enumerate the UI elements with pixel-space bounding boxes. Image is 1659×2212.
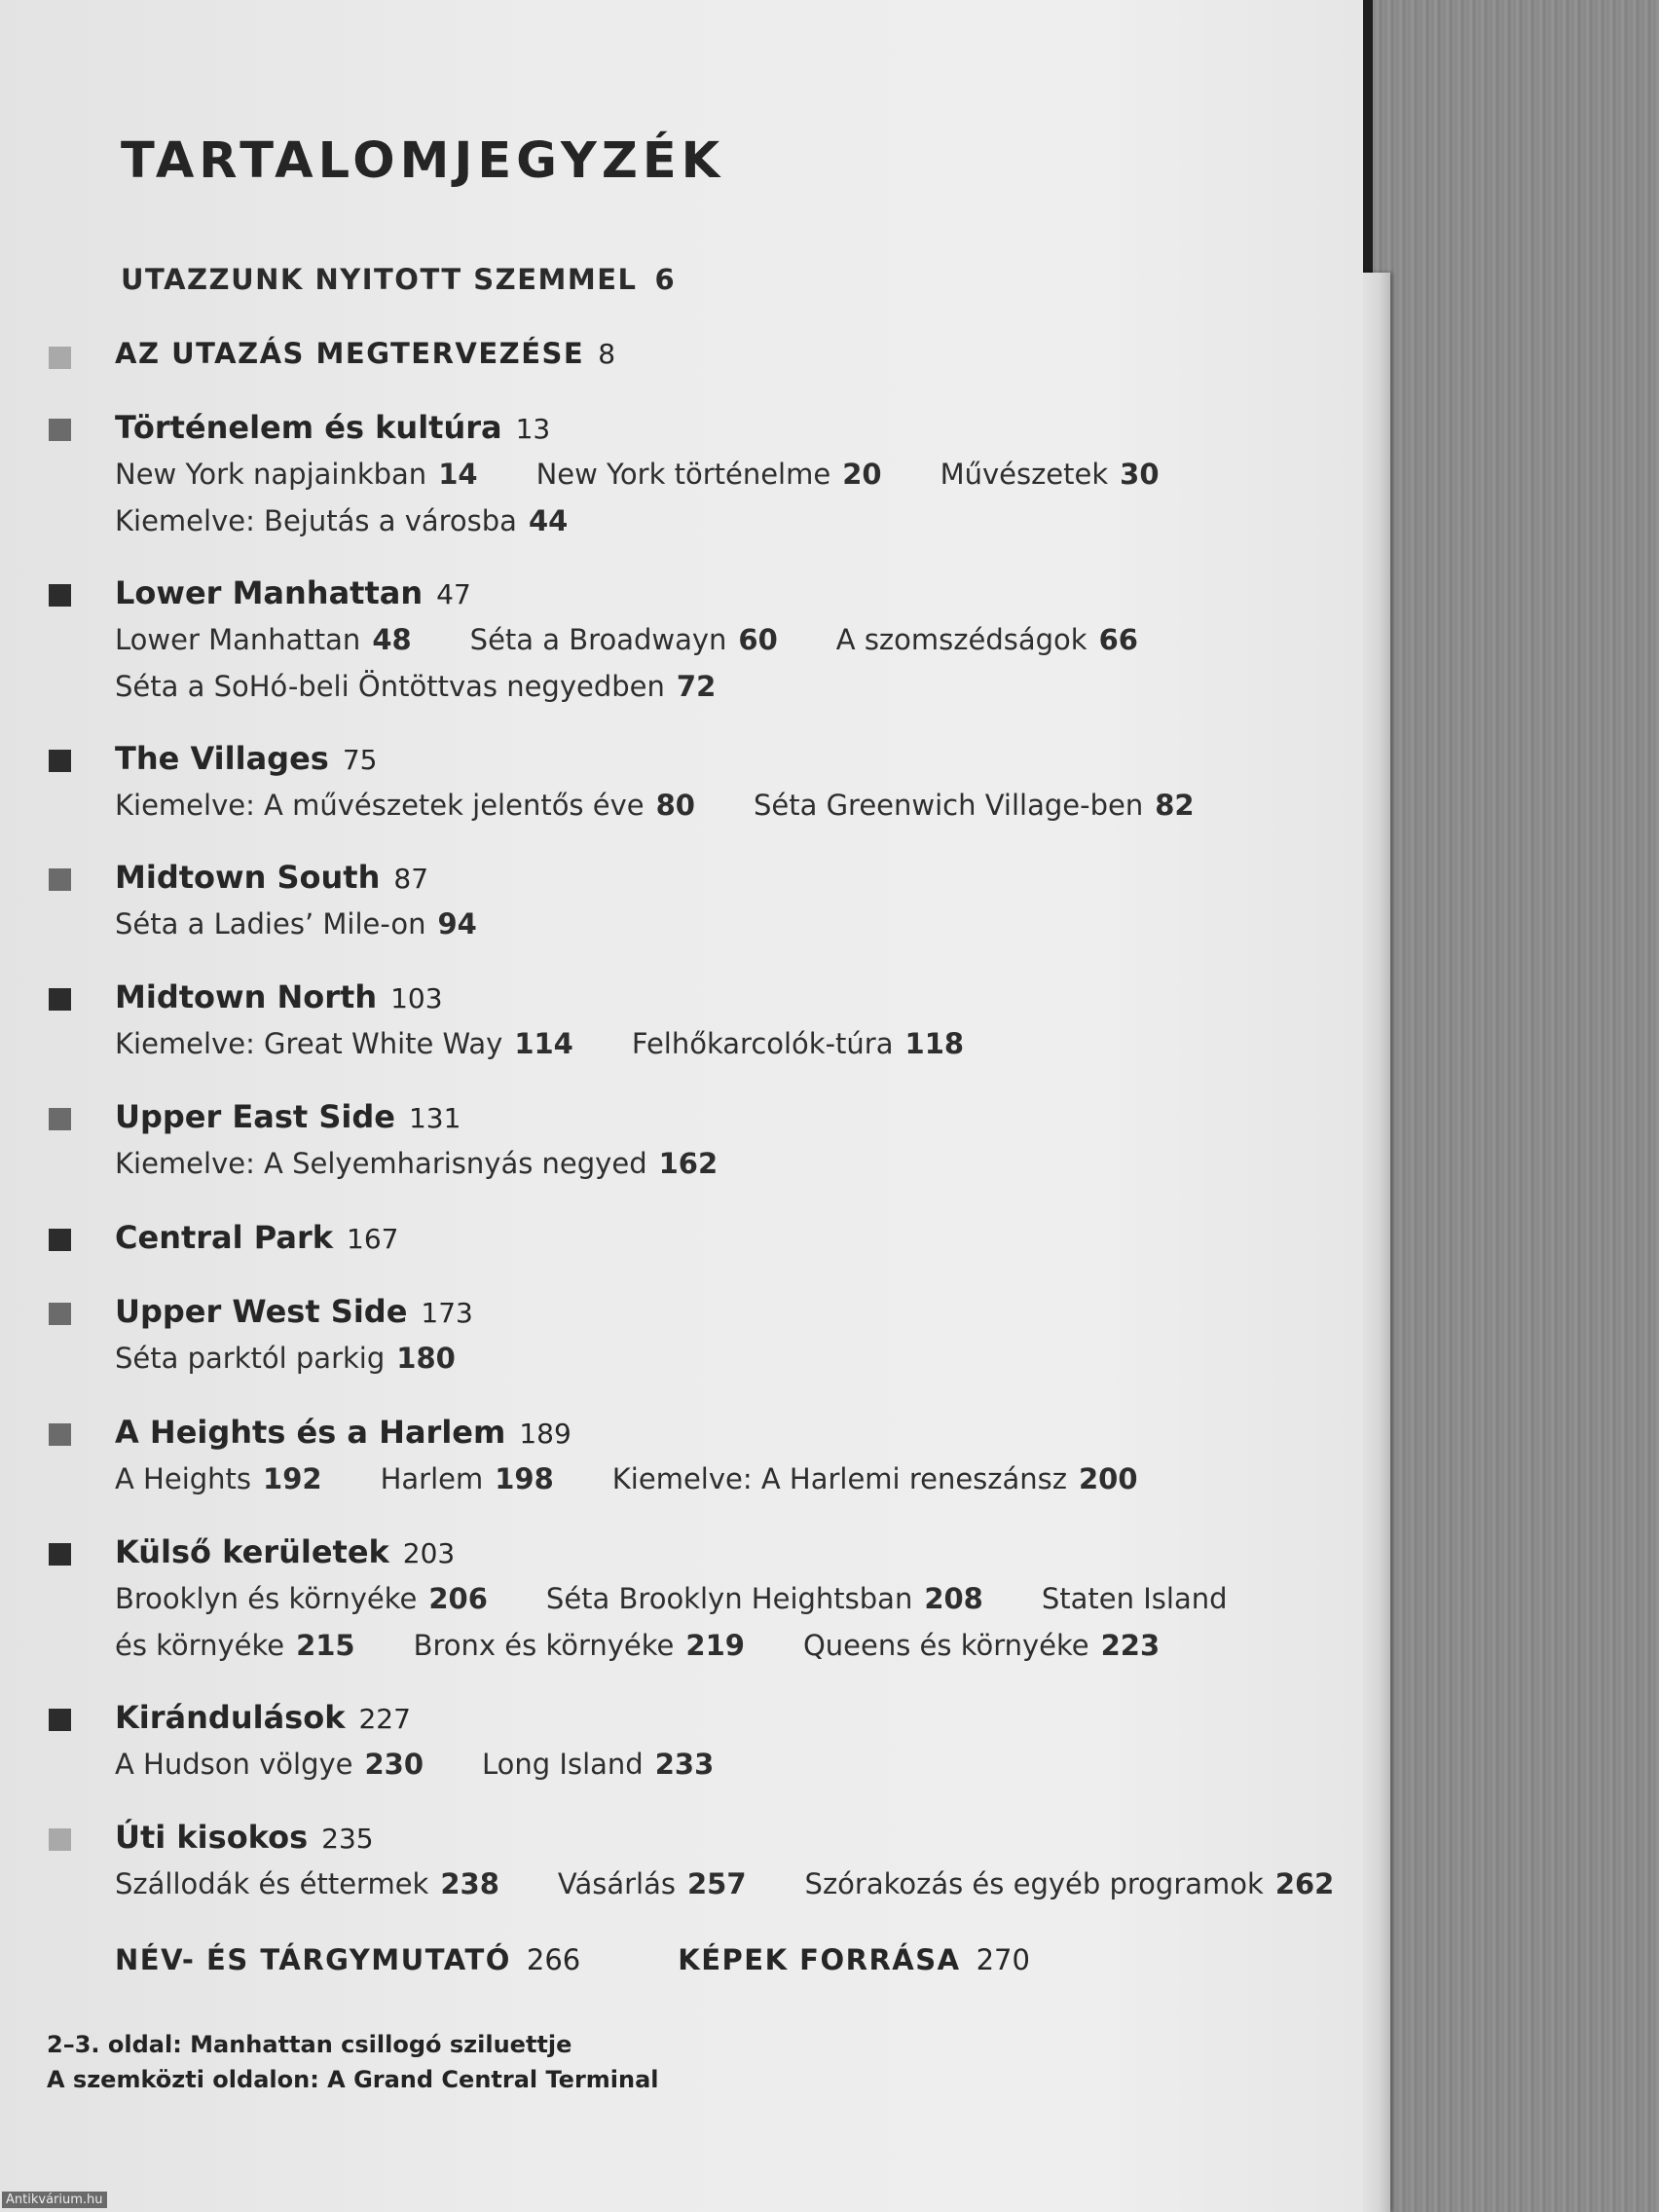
section-page-number: 189: [519, 1418, 571, 1450]
caption-line-1: 2–3. oldal: Manhattan csillogó sziluettje: [47, 2031, 572, 2058]
subentry-title: New York történelme: [535, 458, 831, 491]
section-title: Midtown South: [115, 859, 381, 896]
subentry-page-number: 114: [514, 1027, 573, 1060]
subentry-title: Brooklyn és környéke: [115, 1582, 418, 1615]
section-heading: [115, 1293, 473, 1330]
subentry: [115, 907, 477, 940]
section-page-number: 227: [358, 1703, 411, 1735]
square-bullet-icon: [49, 347, 71, 369]
subentry-line: [115, 1462, 1197, 1495]
section-page-number: 167: [347, 1223, 399, 1255]
subentry: [381, 1462, 554, 1495]
section-page-number: 13: [515, 413, 551, 445]
square-bullet-icon: [49, 1828, 71, 1851]
subentry-title: Szállodák és éttermek: [115, 1867, 429, 1900]
section-title: Kirándulások: [115, 1699, 346, 1736]
subentry: [546, 1582, 983, 1615]
subentry-page-number: 20: [842, 458, 882, 491]
subentry-line: [115, 1027, 1022, 1060]
subentry-title: Séta parktól parkig: [115, 1342, 386, 1375]
subentry-page-number: 192: [263, 1462, 322, 1495]
square-bullet-icon: [49, 419, 71, 441]
section-title: Történelem és kultúra: [115, 409, 502, 446]
subentry-title: Bronx és környéke: [413, 1629, 675, 1662]
subentry: [115, 458, 478, 491]
page-title: TARTALOMJEGYZÉK: [121, 132, 725, 190]
subentry: [115, 1629, 355, 1662]
subentry: [1042, 1582, 1228, 1615]
section-heading: [115, 1219, 398, 1256]
subentry-page-number: 180: [396, 1342, 456, 1375]
subentry-line: [115, 907, 535, 940]
subentry-title: Kiemelve: A Selyemharisnyás negyed: [115, 1147, 647, 1180]
subentry-page-number: 60: [738, 623, 778, 656]
subentry: [115, 623, 412, 656]
index-page: 266: [526, 1943, 581, 1976]
subentry: [632, 1027, 964, 1060]
subentry-title: Lower Manhattan: [115, 623, 361, 656]
subentry: [754, 789, 1195, 822]
subentry-page-number: 162: [658, 1147, 719, 1180]
image-credits-page: 270: [976, 1943, 1030, 1976]
subentry-line: [115, 1867, 1392, 1900]
subentry-title: Long Island: [482, 1748, 644, 1781]
square-bullet-icon: [49, 988, 71, 1011]
subentry-page-number: 200: [1078, 1462, 1138, 1495]
index-entry: [115, 1943, 580, 1976]
subentry: [470, 623, 778, 656]
subentry-page-number: 30: [1120, 458, 1160, 491]
subentry-title: A szomszédságok: [835, 623, 1088, 656]
subentry-title: Séta Greenwich Village-ben: [753, 789, 1144, 822]
subentry-title: Séta a SoHó-beli Öntöttvas negyedben: [115, 670, 665, 703]
subentry: [115, 1867, 499, 1900]
subentry-page-number: 215: [296, 1629, 355, 1662]
image-credits-label: KÉPEK FORRÁSA: [678, 1943, 961, 1976]
subentry-page-number: 118: [904, 1027, 965, 1060]
subentry-title: Felhőkarcolók-túra: [631, 1027, 894, 1060]
square-bullet-icon: [49, 1303, 71, 1325]
subentry: [115, 1462, 322, 1495]
subentry-page-number: 198: [495, 1462, 554, 1495]
section-page-number: 75: [342, 744, 378, 776]
subentry-page-number: 72: [676, 670, 717, 703]
subentry-line: [115, 1342, 514, 1375]
section-page-number: 103: [390, 982, 443, 1014]
subentry-title: Kiemelve: A művészetek jelentős éve: [115, 789, 645, 822]
index-label: NÉV- ÉS TÁRGYMUTATÓ: [115, 1943, 511, 1976]
section-title: Lower Manhattan: [115, 574, 424, 611]
section-page-number: 235: [321, 1823, 374, 1855]
subentry-page-number: 206: [428, 1582, 488, 1615]
square-bullet-icon: [49, 1423, 71, 1446]
subentry-title: Séta a Ladies’ Mile-on: [115, 907, 426, 940]
subentry-line: [115, 789, 1253, 822]
section-page-number: 131: [408, 1102, 461, 1134]
section-heading: [115, 409, 550, 446]
square-bullet-icon: [49, 584, 71, 607]
subentry-title: A Heights: [115, 1462, 252, 1495]
background-surface: [1363, 0, 1659, 2212]
subentry: [805, 1867, 1335, 1900]
section-heading: [115, 1414, 571, 1451]
subentry: [836, 623, 1138, 656]
square-bullet-icon: [49, 868, 71, 891]
subentry-page-number: 66: [1098, 623, 1138, 656]
subentry: [115, 1748, 424, 1781]
section-title: Upper East Side: [115, 1098, 395, 1135]
watermark-logo: Antikvárium.hu: [2, 2192, 107, 2208]
subentry-line: [115, 504, 626, 537]
subentry-line: [115, 1629, 1218, 1662]
subentry-page-number: 14: [438, 458, 478, 491]
subentry: [414, 1629, 745, 1662]
subentry: [115, 1342, 456, 1375]
section-page-number: 203: [402, 1537, 456, 1569]
subentry-line: [115, 670, 774, 703]
index-row: [115, 1943, 1127, 1976]
intro-label: UTAZZUNK NYITOTT SZEMMEL: [121, 263, 638, 296]
section-title: Külső kerületek: [115, 1533, 389, 1570]
subentry-title: Kiemelve: Great White Way: [115, 1027, 503, 1060]
subentry-line: [115, 623, 1197, 656]
subentry-line: [115, 1582, 1286, 1615]
subentry-title: és környéke: [115, 1629, 285, 1662]
subentry: [558, 1867, 747, 1900]
subentry-page-number: 238: [440, 1867, 499, 1900]
subentry: [115, 670, 716, 703]
subentry-page-number: 94: [437, 907, 477, 940]
subentry-page-number: 48: [372, 623, 412, 656]
subentry: [803, 1629, 1160, 1662]
section-title: The Villages: [115, 740, 329, 777]
square-bullet-icon: [49, 1229, 71, 1251]
subentry-title: Queens és környéke: [802, 1629, 1089, 1662]
section-title: Central Park: [115, 1219, 333, 1256]
subentry-title: Séta a Broadwayn: [469, 623, 727, 656]
square-bullet-icon: [49, 1543, 71, 1566]
subentry-title: Harlem: [380, 1462, 484, 1495]
square-bullet-icon: [49, 1108, 71, 1130]
subentry: [115, 1147, 718, 1180]
subentry-title: New York napjainkban: [115, 458, 427, 491]
subentry-title: A Hudson völgye: [115, 1748, 353, 1781]
section-heading: [115, 978, 443, 1015]
square-bullet-icon: [49, 750, 71, 772]
caption-line-2: A szemközti oldalon: A Grand Central Terminal: [47, 2066, 659, 2093]
subentry: [115, 1027, 573, 1060]
section-title: Midtown North: [115, 978, 378, 1015]
subentry: [612, 1462, 1138, 1495]
subentry-title: Kiemelve: Bejutás a városba: [115, 504, 517, 537]
section-heading: [115, 574, 471, 611]
section-title: A Heights és a Harlem: [115, 1414, 506, 1451]
section-page-number: 8: [598, 338, 617, 370]
subentry: [940, 458, 1160, 491]
subentry: [482, 1748, 714, 1781]
subentry-page-number: 262: [1274, 1867, 1335, 1900]
subentry-line: [115, 458, 1218, 491]
subentry-page-number: 257: [687, 1867, 747, 1900]
subentry-page-number: 82: [1155, 789, 1195, 822]
subentry-page-number: 208: [924, 1582, 983, 1615]
section-page-number: 87: [393, 863, 429, 895]
subentry: [536, 458, 882, 491]
subentry-title: Kiemelve: A Harlemi reneszánsz: [611, 1462, 1067, 1495]
section-heading: [115, 740, 377, 777]
section-heading: [115, 1533, 455, 1570]
intro-entry: [121, 263, 676, 296]
subentry-title: Művészetek: [940, 458, 1109, 491]
section-page-number: 173: [421, 1297, 473, 1329]
section-title: AZ UTAZÁS MEGTERVEZÉSE: [115, 337, 585, 370]
subentry: [115, 504, 568, 537]
section-heading: [115, 859, 428, 896]
subentry-page-number: 219: [685, 1629, 745, 1662]
section-heading: [115, 1819, 374, 1856]
subentry-title: Séta Brooklyn Heightsban: [545, 1582, 913, 1615]
section-heading: [115, 1098, 461, 1135]
subentry-page-number: 230: [364, 1748, 424, 1781]
subentry-line: [115, 1748, 772, 1781]
subentry: [115, 789, 695, 822]
subentry-title: Vásárlás: [557, 1867, 676, 1900]
subentry-page-number: 233: [654, 1748, 715, 1781]
section-title: Upper West Side: [115, 1293, 408, 1330]
subentry-title: Szórakozás és egyéb programok: [804, 1867, 1264, 1900]
section-page-number: 47: [436, 578, 471, 610]
image-credits-entry: [678, 1943, 1030, 1976]
section-title: Úti kisokos: [115, 1819, 309, 1856]
section-heading: [115, 1699, 411, 1736]
subentry-title: Staten Island: [1041, 1582, 1228, 1615]
subentry-line: [115, 1147, 776, 1180]
subentry-page-number: 223: [1100, 1629, 1161, 1662]
subentry: [115, 1582, 488, 1615]
intro-page: 6: [654, 263, 677, 296]
subentry-page-number: 44: [528, 504, 569, 537]
section-heading: [115, 337, 617, 370]
subentry-page-number: 80: [655, 789, 695, 822]
square-bullet-icon: [49, 1709, 71, 1731]
